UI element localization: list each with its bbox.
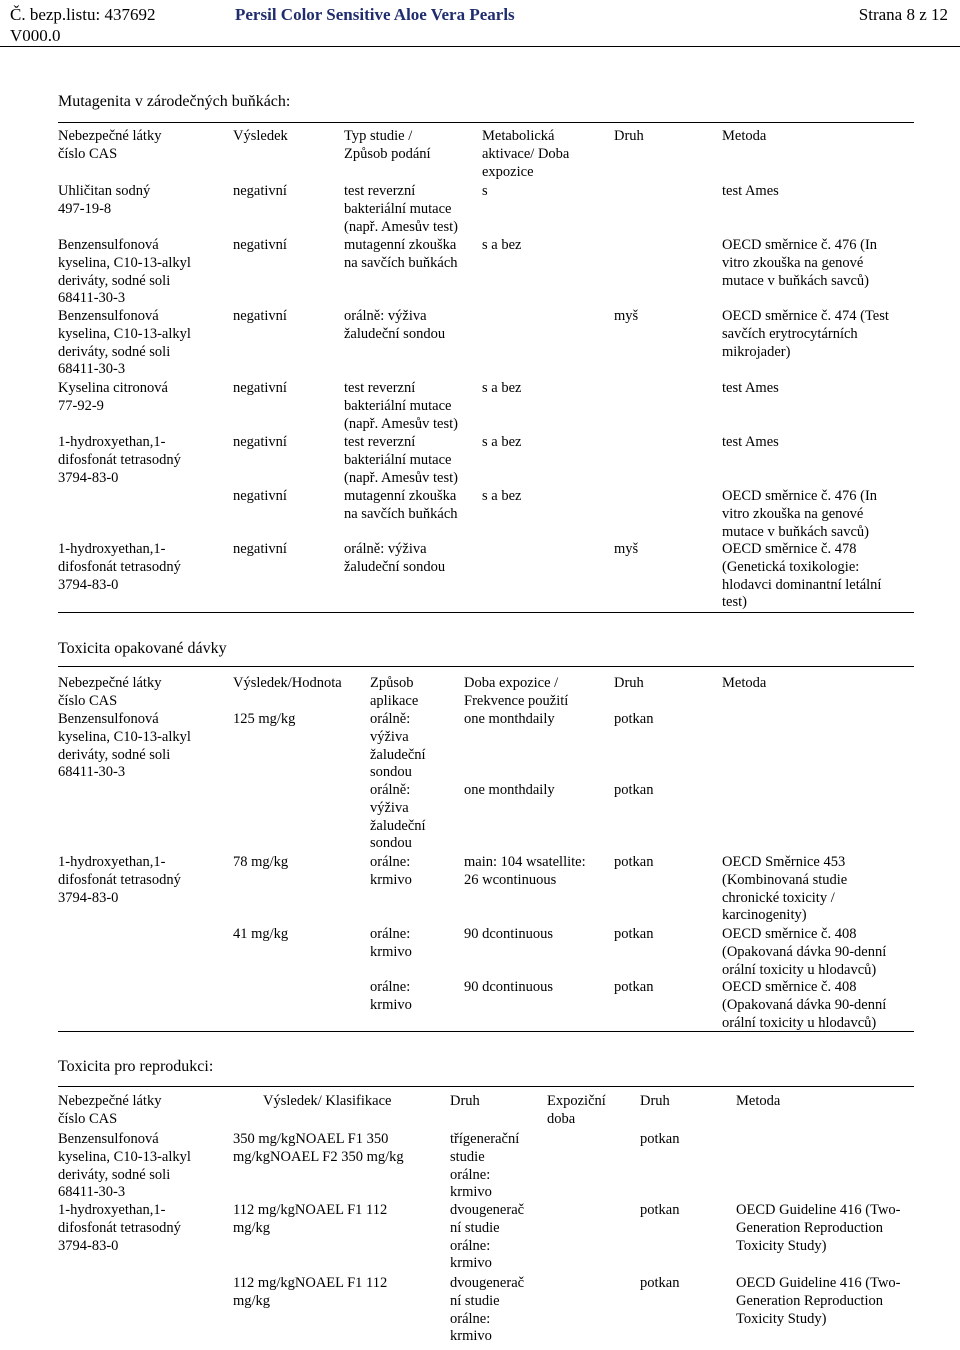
table-rule bbox=[58, 1086, 914, 1087]
cell-result: negativní bbox=[233, 541, 287, 557]
cell-exposure: 90 dcontinuous bbox=[464, 979, 554, 995]
cell-substance: 1-hydroxyethan,1- difosfonát tetrasodný 3794-83-0 bbox=[58, 1202, 181, 1254]
header-substance: Nebezpečné látky číslo CAS bbox=[58, 1093, 162, 1127]
cell-metabolic: s a bez bbox=[482, 434, 522, 450]
cell-species: myš bbox=[614, 541, 639, 557]
cell-species2: potkan bbox=[640, 1131, 680, 1147]
header-substance: Nebezpečné látky číslo CAS bbox=[58, 675, 162, 709]
cell-metabolic: s a bez bbox=[482, 380, 522, 396]
cell-method: test Ames bbox=[722, 183, 779, 199]
header-exposure: Expoziční doba bbox=[547, 1093, 606, 1127]
cell-species: dvougenerač ní studie orálne: krmivo bbox=[450, 1202, 525, 1272]
cell-study: test reverzní bakteriální mutace (např. Amesův test) bbox=[344, 434, 458, 486]
cell-method: test Ames bbox=[722, 434, 779, 450]
header-method: Metoda bbox=[736, 1093, 781, 1109]
section-title-mutagenicity: Mutagenita v zárodečných buňkách: bbox=[58, 93, 291, 110]
header-substance: Nebezpečné látky číslo CAS bbox=[58, 128, 162, 162]
cell-species: potkan bbox=[614, 854, 654, 870]
header-method: Metoda bbox=[722, 675, 767, 691]
header-species: Druh bbox=[614, 128, 644, 144]
cell-exposure: one monthdaily bbox=[464, 711, 555, 727]
cell-route: orálně: výživa žaludeční sondou bbox=[370, 711, 426, 781]
cell-result: negativní bbox=[233, 434, 287, 450]
cell-substance: 1-hydroxyethan,1- difosfonát tetrasodný 3794-83-0 bbox=[58, 854, 181, 906]
section-title-reproductive: Toxicita pro reprodukci: bbox=[58, 1058, 214, 1075]
cell-method: test Ames bbox=[722, 380, 779, 396]
header-species: Druh bbox=[614, 675, 644, 691]
cell-method: OECD Směrnice 453 (Kombinovaná studie chronické toxicity / karcinogenity) bbox=[722, 854, 848, 924]
section-title-repeated-dose: Toxicita opakované dávky bbox=[58, 640, 227, 657]
cell-result: negativní bbox=[233, 183, 287, 199]
cell-result: 41 mg/kg bbox=[233, 926, 289, 942]
cell-species: potkan bbox=[614, 782, 654, 798]
cell-method: OECD směrnice č. 476 (In vitro zkouška na genové mutace v buňkách savců) bbox=[722, 488, 878, 540]
cell-result: 112 mg/kgNOAEL F1 112 mg/kg bbox=[233, 1275, 388, 1309]
cell-species2: potkan bbox=[640, 1275, 680, 1291]
cell-metabolic: s a bez bbox=[482, 237, 522, 253]
header-result: Výsledek/Hodnota bbox=[233, 675, 342, 691]
cell-method: OECD směrnice č. 408 (Opakovaná dávka 90-denní orální toxicity u hlodavců) bbox=[722, 979, 887, 1031]
cell-substance: Uhličitan sodný 497-19-8 bbox=[58, 183, 151, 217]
cell-method: OECD Guideline 416 (Two- Generation Reproduction Toxicity Study) bbox=[736, 1275, 901, 1327]
cell-method: OECD směrnice č. 474 (Test savčích erytrocytárních mikrojader) bbox=[722, 308, 889, 360]
cell-study: orálně: výživa žaludeční sondou bbox=[344, 308, 446, 342]
cell-study: mutagenní zkouška na savčích buňkách bbox=[344, 488, 458, 522]
cell-exposure: main: 104 wsatellite: 26 wcontinuous bbox=[464, 854, 586, 888]
header-divider bbox=[0, 46, 960, 47]
cell-metabolic: s bbox=[482, 183, 488, 199]
header-metabolic: Metabolická aktivace/ Doba expozice bbox=[482, 128, 570, 180]
table-rule bbox=[58, 122, 914, 123]
cell-result: 112 mg/kgNOAEL F1 112 mg/kg bbox=[233, 1202, 388, 1236]
cell-substance: Benzensulfonová kyselina, C10-13-alkyl deriváty, sodné soli 68411-30-3 bbox=[58, 711, 191, 781]
cell-route: orálne: krmivo bbox=[370, 979, 412, 1013]
cell-result: negativní bbox=[233, 488, 287, 504]
version: V000.0 bbox=[10, 26, 61, 45]
cell-species2: potkan bbox=[640, 1202, 680, 1218]
header-study: Typ studie / Způsob podání bbox=[344, 128, 431, 162]
cell-route: orálne: krmivo bbox=[370, 854, 412, 888]
cell-result: 125 mg/kg bbox=[233, 711, 296, 727]
cell-species: myš bbox=[614, 308, 639, 324]
cell-substance: 1-hydroxyethan,1- difosfonát tetrasodný 3794-83-0 bbox=[58, 541, 181, 593]
cell-substance: Benzensulfonová kyselina, C10-13-alkyl deriváty, sodné soli 68411-30-3 bbox=[58, 308, 191, 378]
header-method: Metoda bbox=[722, 128, 767, 144]
cell-species: dvougenerač ní studie orálne: krmivo bbox=[450, 1275, 525, 1345]
cell-study: test reverzní bakteriální mutace (např. Amesův test) bbox=[344, 380, 458, 432]
cell-exposure: one monthdaily bbox=[464, 782, 555, 798]
product-name: Persil Color Sensitive Aloe Vera Pearls bbox=[235, 5, 515, 24]
cell-result: negativní bbox=[233, 237, 287, 253]
cell-method: OECD Guideline 416 (Two- Generation Reproduction Toxicity Study) bbox=[736, 1202, 901, 1254]
cell-method: OECD směrnice č. 478 (Genetická toxikologie: hlodavci dominantní letální test) bbox=[722, 541, 882, 611]
header-route: Způsob aplikace bbox=[370, 675, 419, 709]
table-rule bbox=[58, 666, 914, 667]
page-number: Strana 8 z 12 bbox=[858, 5, 948, 24]
cell-exposure: 90 dcontinuous bbox=[464, 926, 554, 942]
cell-study: mutagenní zkouška na savčích buňkách bbox=[344, 237, 458, 271]
cell-method: OECD směrnice č. 408 (Opakovaná dávka 90-denní orální toxicity u hlodavců) bbox=[722, 926, 887, 978]
cell-study: test reverzní bakteriální mutace (např. Amesův test) bbox=[344, 183, 458, 235]
cell-species: potkan bbox=[614, 979, 654, 995]
header-species: Druh bbox=[450, 1093, 480, 1109]
cell-result: negativní bbox=[233, 308, 287, 324]
cell-substance: Kyselina citronová 77-92-9 bbox=[58, 380, 168, 414]
cell-substance: Benzensulfonová kyselina, C10-13-alkyl deriváty, sodné soli 68411-30-3 bbox=[58, 237, 191, 307]
cell-result: 78 mg/kg bbox=[233, 854, 289, 870]
cell-species: potkan bbox=[614, 926, 654, 942]
cell-method: OECD směrnice č. 476 (In vitro zkouška na genové mutace v buňkách savců) bbox=[722, 237, 878, 289]
sheet-number: Č. bezp.listu: 437692 bbox=[10, 5, 156, 24]
header-result: Výsledek bbox=[233, 128, 288, 144]
cell-substance: Benzensulfonová kyselina, C10-13-alkyl deriváty, sodné soli 68411-30-3 bbox=[58, 1131, 191, 1201]
cell-result: negativní bbox=[233, 380, 287, 396]
header-result: Výsledek/ Klasifikace bbox=[263, 1093, 392, 1109]
cell-study: orálně: výživa žaludeční sondou bbox=[344, 541, 446, 575]
header-species2: Druh bbox=[640, 1093, 670, 1109]
cell-route: orálně: výživa žaludeční sondou bbox=[370, 782, 426, 852]
cell-substance: 1-hydroxyethan,1- difosfonát tetrasodný 3794-83-0 bbox=[58, 434, 181, 486]
cell-route: orálne: krmivo bbox=[370, 926, 412, 960]
cell-species: třígenerační studie orálne: krmivo bbox=[450, 1131, 520, 1201]
cell-species: potkan bbox=[614, 711, 654, 727]
cell-metabolic: s a bez bbox=[482, 488, 522, 504]
cell-result: 350 mg/kgNOAEL F1 350 mg/kgNOAEL F2 350 mg/kg bbox=[233, 1131, 404, 1165]
header-exposure: Doba expozice / Frekvence použití bbox=[464, 675, 569, 709]
